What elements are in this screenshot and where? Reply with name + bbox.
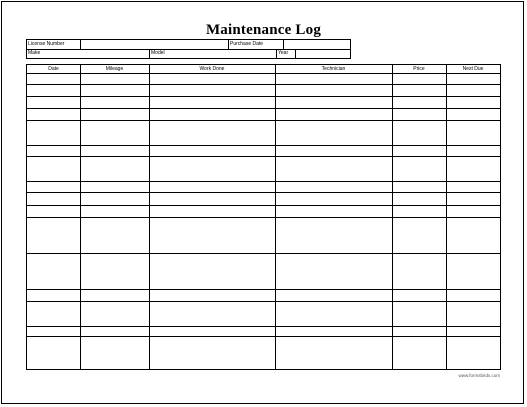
row-divider [27, 181, 500, 182]
row-divider [27, 336, 500, 337]
year-field[interactable] [295, 49, 352, 59]
page-title: Maintenance Log [205, 22, 322, 38]
row-divider [27, 156, 500, 157]
row-divider [27, 217, 500, 218]
row-divider [27, 145, 500, 146]
row-divider [27, 108, 500, 109]
row-divider [27, 289, 500, 290]
purchase-date-field[interactable] [283, 40, 352, 49]
row-divider [27, 326, 500, 327]
purchase-date-label: Purchase Date [228, 40, 284, 49]
license-number-field[interactable] [80, 40, 229, 49]
row-divider [27, 96, 500, 97]
vehicle-info-row-2 [27, 49, 350, 59]
year-label: Year [276, 49, 296, 59]
row-divider [27, 205, 500, 206]
row-divider [27, 120, 500, 121]
license-number-label: License Number [28, 41, 65, 47]
column-header-date: Date [48, 66, 59, 72]
row-divider [27, 301, 500, 302]
row-divider [27, 84, 500, 85]
column-header-work-done: Work Done [199, 66, 225, 72]
column-header-price: Price [413, 66, 425, 72]
row-divider [27, 253, 500, 254]
column-header-mileage: Mileage [105, 66, 124, 72]
row-divider [27, 192, 500, 193]
column-header-next-due: Next Due [462, 66, 484, 72]
maintenance-log-table [26, 64, 501, 370]
vehicle-info-table [26, 39, 351, 59]
footer-credit: www.formsbirds.com [458, 373, 500, 378]
model-label: Model [149, 49, 277, 59]
header-divider [27, 73, 500, 74]
column-header-technician: Technician [321, 66, 346, 72]
make-label: Make [28, 50, 41, 56]
